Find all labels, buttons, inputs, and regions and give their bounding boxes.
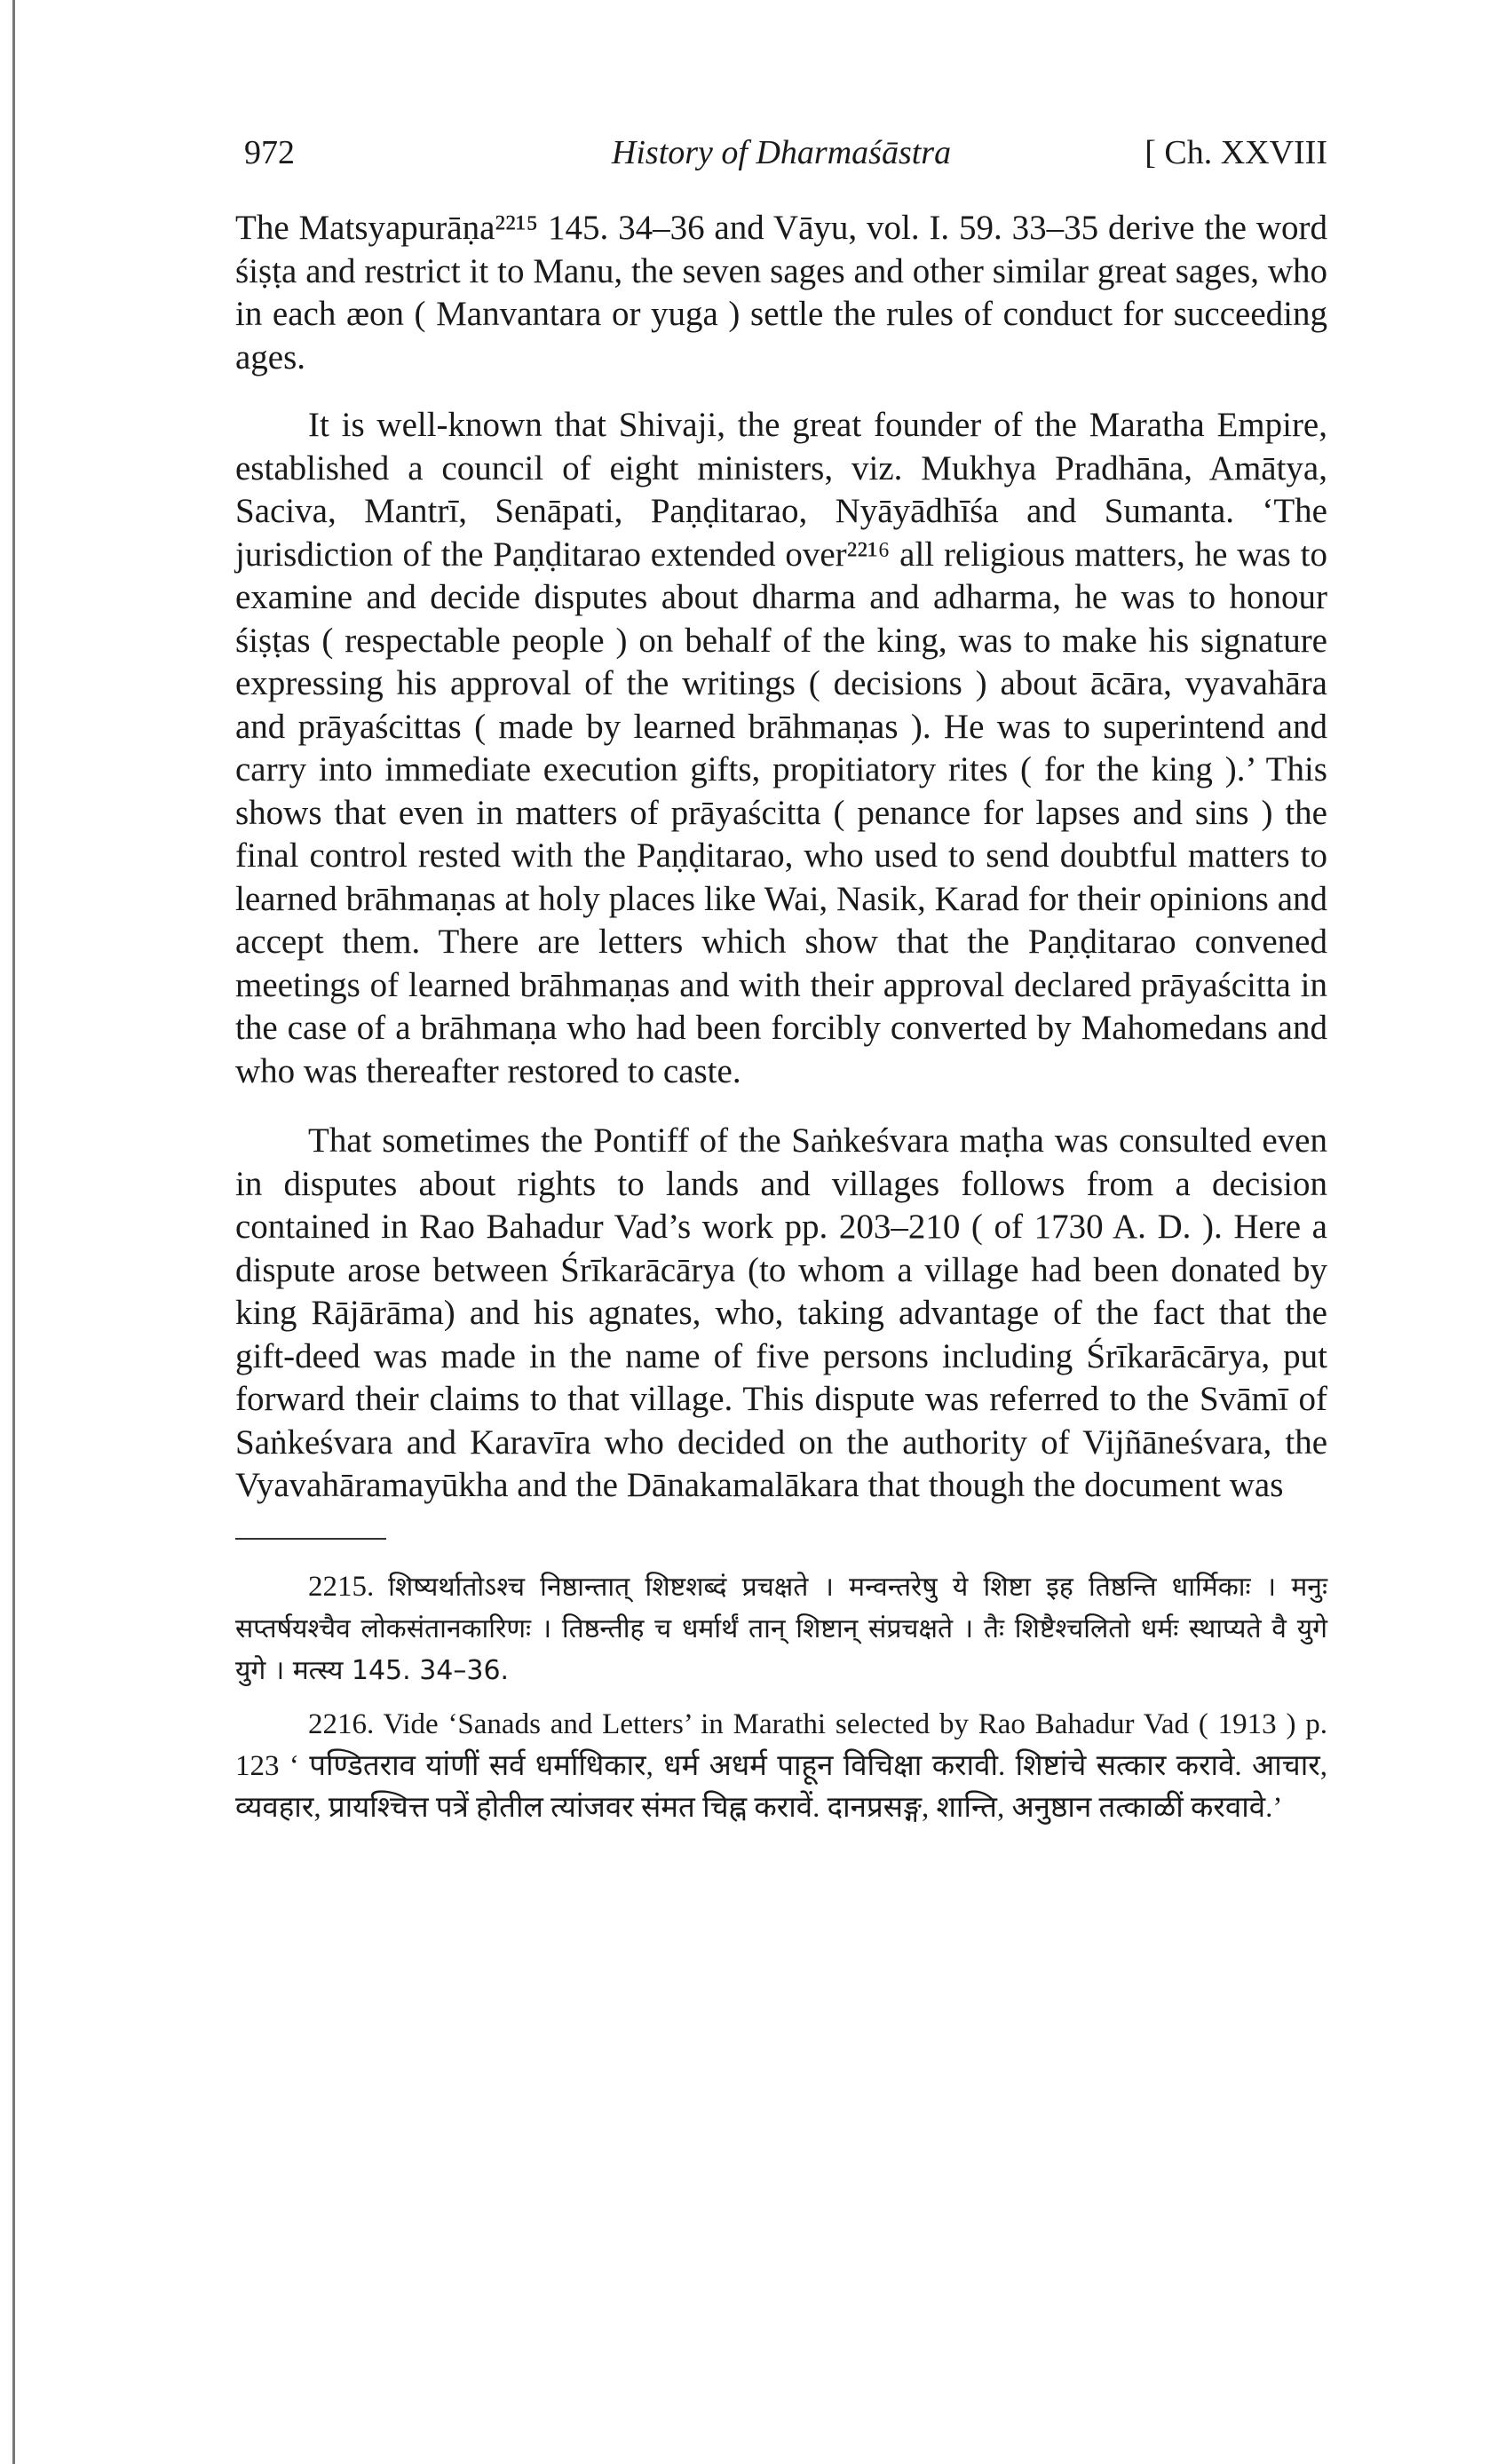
page-number: 972: [244, 134, 295, 171]
running-header: [235, 133, 1327, 186]
footnote-number: 2215.: [308, 1570, 375, 1603]
book-page: [235, 133, 1327, 1842]
footnote-number: 2216.: [308, 1707, 375, 1740]
footnote-2216: [235, 1704, 1327, 1829]
footnote-2215: [235, 1566, 1327, 1692]
body-text: [235, 207, 1327, 1508]
footnote-text: Vide ‘Sanads and Letters’ in Marathi selected by Rao Bahadur Vad ( 1913 ) p. 123 ‘ पण्डितराव यांणीं सर्व धर्माधिकार, धर्म अधर्म पाहून विचिक्षा करावी. शिष्टांचे सत्कार करावे. आचार, व्यवहार, प्रायश्चित्त पत्रें होतील त्यांजवर संमत चिह्न करावें. दानप्रसङ्ग, शान्ति, अनुष्ठान तत्काळीं करवावे.’: [235, 1707, 1327, 1824]
running-title: History of Dharmaśāstra: [611, 134, 952, 171]
page-edge-line: [12, 0, 15, 2464]
paragraph-sankesvara: That sometimes the Pontiff of the Saṅkeśvara maṭha was consulted even in disputes about rights to lands and villages follows from a decision contained in Rao Bahadur Vad’s work pp. 203–210 ( of 1730 A. D. ). Here a dispute arose between Śrīkarācārya (to whom a village had been donated by king Rājārāma) and his agnates, who, taking advantage of the fact that the gift-deed was made in the name of five persons including Śrīkarācārya, put forward their claims to that village. This dispute was referred to the Svāmī of Saṅkeśvara and Karavīra who decided on the authority of Vijñāneśvara, the Vyavahāramayūkha and the Dānakamalākara that though the document was: [235, 1121, 1327, 1504]
footnote-divider: [235, 1538, 386, 1540]
footnotes: [235, 1566, 1327, 1829]
paragraph-shivaji: It is well-known that Shivaji, the great founder of the Maratha Empire, established a council of eight ministers, viz. Mukhya Pradhāna, Amātya, Saciva, Mantrī, Senāpati, Paṇḍitarao, Nyāyādhīśa and Sumanta. ‘The jurisdiction of the Paṇḍitarao extended over²²¹⁶ all religious matters, he was to examine and decide disputes about dharma and adharma, he was to honour śiṣṭas ( respectable people ) on behalf of the king, was to make his signature expressing his approval of the writings ( decisions ) about ācāra, vyavahāra and prāyaścittas ( made by learned brāhmaṇas ). He was to superintend and carry into immediate execution gifts, propitiatory rites ( for the king ).’ This shows that even in matters of prāyaścitta ( penance for lapses and sins ) the final control rested with the Paṇḍitarao, who used to send doubtful matters to learned brāhmaṇas at holy places like Wai, Nasik, Karad for their opinions and accept them. There are letters which show that the Paṇḍitarao convened meetings of learned brāhmaṇas and with their approval declared prāyaścitta in the case of a brāhmaṇa who had been forcibly converted by Mahomedans and who was thereafter restored to caste.: [235, 406, 1327, 1090]
footnote-text: शिष्यर्थातोऽश्च निष्ठान्तात् शिष्टशब्दं प्रचक्षते । मन्वन्तरेषु ये शिष्टा इह तिष्ठन्ति धार्मिकाः । मनुः सप्तर्षयश्चैव लोकसंतानकारिणः । तिष्ठन्तीह च धर्मार्थं तान् शिष्टान् संप्रचक्षते । तैः शिष्टैश्चलितो धर्मः स्थाप्यते वै युगे युगे । मत्स्य 145. 34–36.: [235, 1571, 1327, 1686]
paragraph-matsyapurana: The Matsyapurāṇa²²¹⁵ 145. 34–36 and Vāyu, vol. I. 59. 33–35 derive the word śiṣṭa and restrict it to Manu, the seven sages and other similar great sages, who in each æon ( Manvantara or yuga ) settle the rules of conduct for succeeding ages.: [235, 209, 1327, 376]
chapter-label: [ Ch. XXVIII: [1144, 134, 1327, 171]
